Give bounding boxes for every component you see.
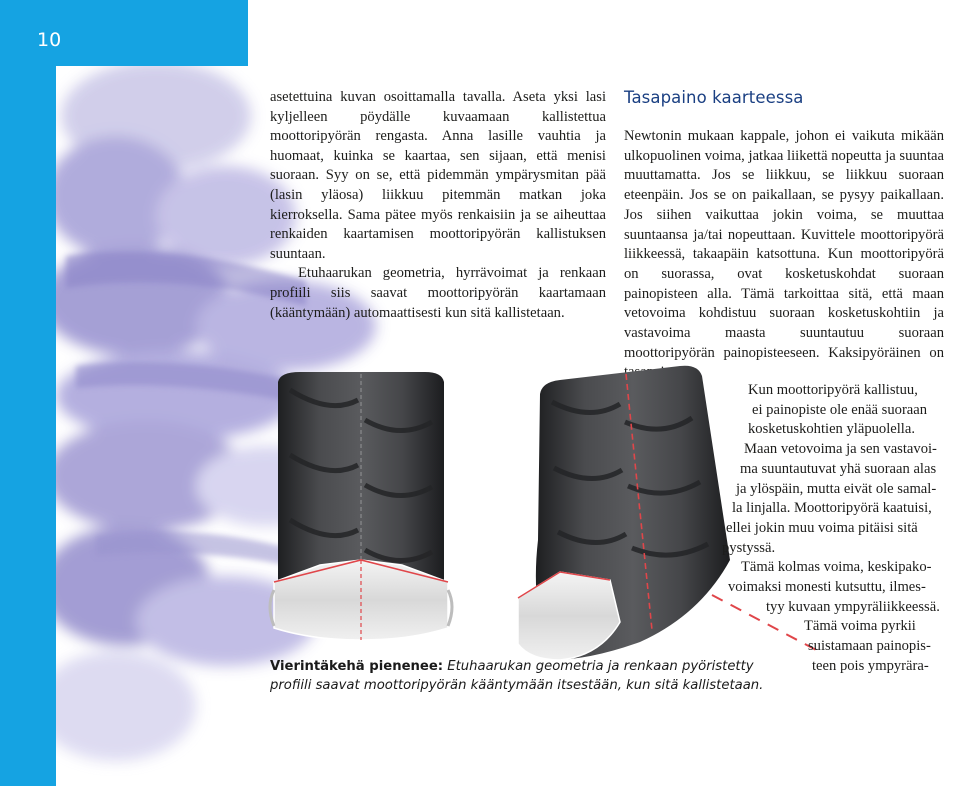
section-title: Tasapaino kaarteessa — [624, 88, 804, 107]
wrap-line: Tämä kolmas voima, keskipako- — [741, 559, 932, 576]
wrap-line: Kun moottoripyörä kallistuu, — [748, 382, 918, 398]
upright-tyre — [270, 372, 452, 640]
wrap-line: ma suuntautuvat yhä suoraan alas — [740, 460, 937, 477]
wrap-line: suistamaan painopis- — [808, 638, 931, 655]
wrap-line: voimaksi monesti kutsuttu, ilmes- — [728, 579, 926, 596]
wrap-line: tyy kuvaan ympyräliikkeessä. — [766, 598, 940, 615]
wrap-line: ja ylöspäin, mutta eivät ole samal- — [736, 480, 937, 497]
caption-text: Etuhaarukan geometria ja renkaan pyöristetty profiili saavat moottoripyörän kääntymään itsestään, kun sitä kallistetaan. — [270, 659, 764, 693]
wrap-line: ei painopiste ole enää suoraan — [752, 401, 928, 418]
wrap-line: Maan vetovoima ja sen vastavoi- — [744, 441, 937, 458]
wrap-line: Tämä voima pyrkii — [804, 618, 916, 635]
left-accent-strip — [0, 66, 56, 786]
page-number-tab — [0, 0, 248, 66]
wrap-line: ellei jokin muu voima pitäisi sitä — [726, 519, 918, 536]
wrap-line: la linjalla. Moottoripyörä kaatuisi, — [732, 500, 932, 517]
right-paragraph-1: Newtonin mukaan kappale, johon ei vaikuta mikään ulkopuolinen voima, jatkaa liikettä nopeutta ja suuntaa muuttamatta. Jos se liikkuu, se liikkuu suoraan eteenpäin. Jos se on paikallaan, se pysyy paikallaan. Jos siihen vaikuttaa jokin voima, se muuttaa suuntaansa ja/tai nopeuttaan. Kuvittele moottoripyörä liikkeessä, takaapäin katsottuna. Kun moottoripyörä on suorassa, ovat kosketuskohdat suoraan painopisteen alla. Tämä tarkoittaa sitä, että maan vetovoima kohdistuu suoraan kosketuskohtiin ja vastavoima maasta suuntautuu suoraan moottoripyörän painopisteeseen. Kaksipyöräinen on — [624, 128, 944, 361]
left-paragraph-1: asetettuina kuvan osoittamalla tavalla. Aseta yksi lasi kyljelleen pöydälle kuvaamaan kallistettua moottoripyörän rengasta. Anna lasille vauhtia ja huomaat, kuinka se kaartaa, sen sijaan, että menisi suoraan. Syy on se, että pidemmän ympärysmitan pää (lasin yläosa) liikkuu pitemmän matkan joka kierroksella. Sama pätee myös renkaisiin ja se aiheuttaa renkaiden kaartamisen moottoripyörän kallistuksen suuntaan. — [270, 89, 606, 262]
page-number: 10 — [37, 29, 62, 51]
wrap-line: kosketuskohtien yläpuolella. — [748, 421, 915, 438]
right-wrap-text — [716, 381, 956, 677]
figure-caption — [270, 657, 790, 695]
wrap-line: pystyssä. — [722, 539, 776, 556]
caption-label: Vierintäkehä pienenee: — [270, 659, 444, 674]
left-column-text — [270, 88, 606, 323]
wrap-line: teen pois ympyrära- — [812, 657, 929, 674]
left-paragraph-2: Etuhaarukan geometria, hyrrävoimat ja renkaan profiili siis saavat moottoripyörän kaartamaan (kääntymään) automaattisesti kun sitä kallistetaan. — [270, 265, 606, 321]
